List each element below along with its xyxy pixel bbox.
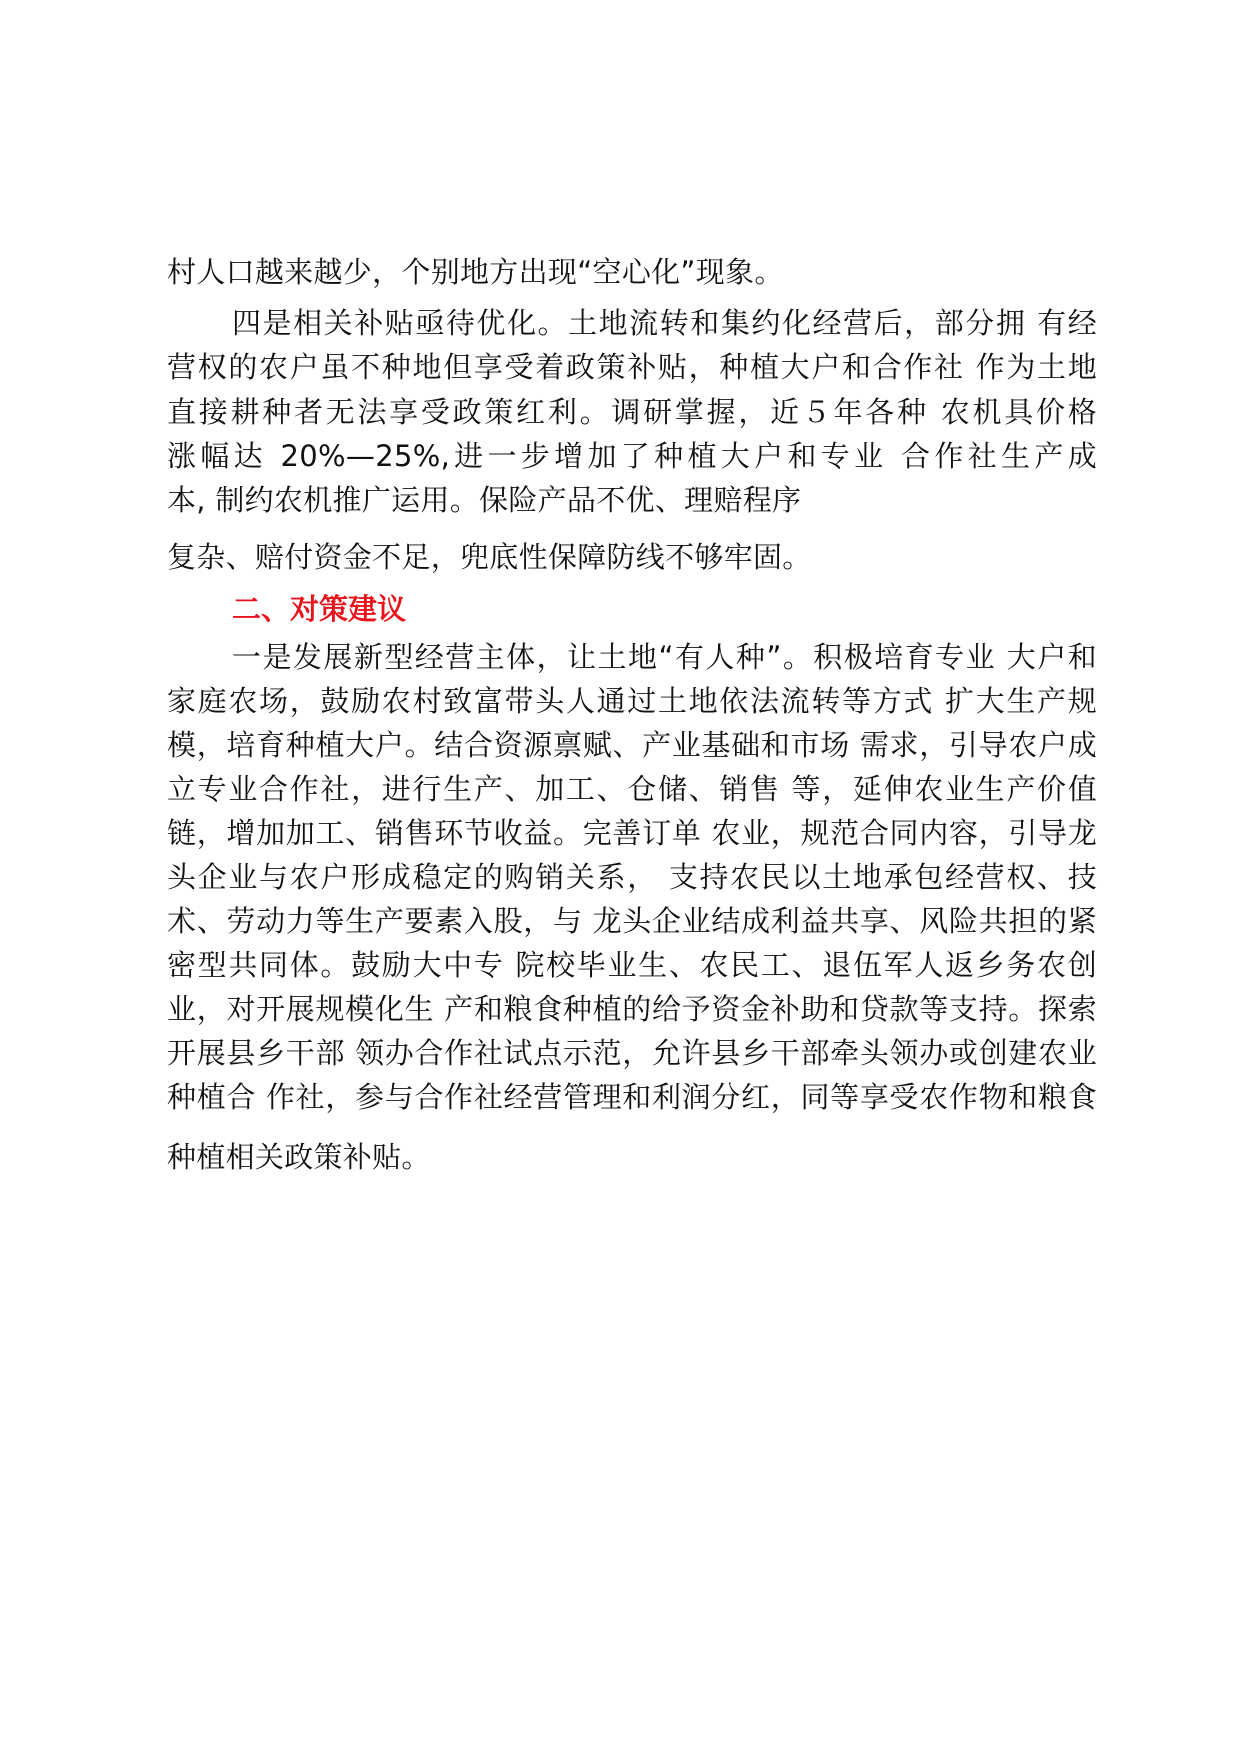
paragraph-line: 立专业合作社，进行生产、加工、仓储、销售 等，延伸农业生产价值 xyxy=(167,772,1097,806)
paragraph-line: 复杂、赔付资金不足，兜底性保障防线不够牢固。 xyxy=(167,540,812,574)
section-heading: 二、对策建议 xyxy=(232,592,407,626)
paragraph-line: 种植相关政策补贴。 xyxy=(167,1140,431,1174)
paragraph-line: 村人口越来越少，个别地方出现“空心化”现象。 xyxy=(167,255,784,289)
paragraph-line: 涨幅达 20%—25%,进一步增加了种植大户和专业 合作社生产成 xyxy=(167,439,1097,473)
paragraph-line: 业，对开展规模化生 产和粮食种植的给予资金补助和贷款等支持。探索 xyxy=(167,992,1097,1026)
paragraph-line: 一是发展新型经营主体，让土地“有人种”。积极培育专业 大户和 xyxy=(232,640,1097,674)
paragraph-line: 模，培育种植大户。结合资源禀赋、产业基础和市场 需求，引导农户成 xyxy=(167,728,1097,762)
paragraph-line: 密型共同体。鼓励大中专 院校毕业生、农民工、退伍军人返乡务农创 xyxy=(167,948,1097,982)
paragraph-line: 链，增加加工、销售环节收益。完善订单 农业，规范合同内容，引导龙 xyxy=(167,816,1097,850)
paragraph-line: 术、劳动力等生产要素入股，与 龙头企业结成利益共享、风险共担的紧 xyxy=(167,904,1097,938)
paragraph-line: 开展县乡干部 领办合作社试点示范，允许县乡干部牵头领办或创建农业 xyxy=(167,1036,1097,1070)
paragraph-line: 直接耕种者无法享受政策红利。调研掌握，近５年各种 农机具价格 xyxy=(167,395,1097,429)
paragraph-line: 四是相关补贴亟待优化。土地流转和集约化经营后，部分拥 有经 xyxy=(232,306,1097,340)
paragraph-line: 本, 制约农机推广运用。保险产品不优、理赔程序 xyxy=(167,483,802,517)
paragraph-line: 营权的农户虽不种地但享受着政策补贴，种植大户和合作社 作为土地 xyxy=(167,350,1097,384)
paragraph-line: 种植合 作社，参与合作社经营管理和利润分红，同等享受农作物和粮食 xyxy=(167,1080,1097,1114)
paragraph-line: 家庭农场，鼓励农村致富带头人通过土地依法流转等方式 扩大生产规 xyxy=(167,684,1097,718)
paragraph-line: 头企业与农户形成稳定的购销关系， 支持农民以土地承包经营权、技 xyxy=(167,860,1097,894)
